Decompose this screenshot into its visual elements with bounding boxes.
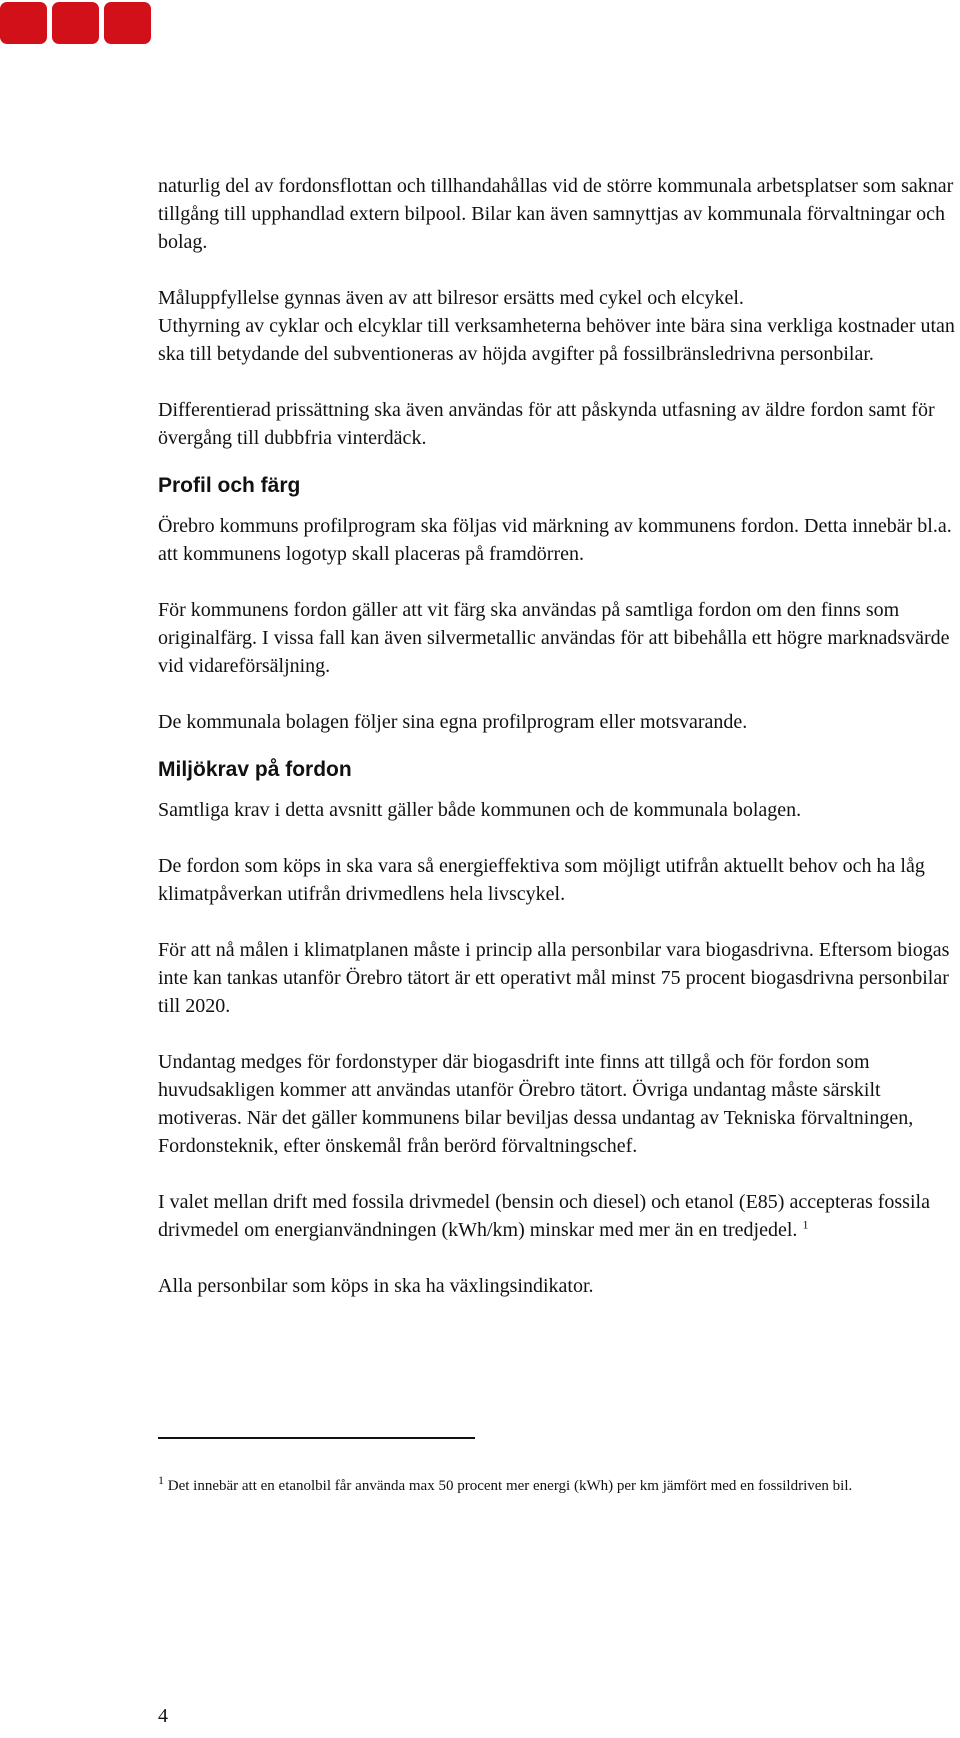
paragraph: För kommunens fordon gäller att vit färg ska användas på samtliga fordon om den finns som originalfärg. I vissa fall kan även silvermetallic användas för att bibehålla ett högre marknadsvärde vid vidareförsäljning.: [158, 599, 950, 677]
footnote-text: Det innebär att en etanolbil får använda max 50 procent mer energi (kWh) per km jämfört med en fossildriven bil.: [167, 1478, 853, 1494]
logo-square-1: [0, 2, 47, 44]
paragraph: [158, 1188, 958, 1244]
footnote-marker: 1: [158, 1473, 164, 1487]
paragraph: naturlig del av fordonsflottan och tillhandahållas vid de större kommunala arbetsplatser som saknar tillgång till upphandlad extern bilpool. Bilar kan även samnyttjas av kommunala förvaltningar och bolag.: [158, 175, 954, 253]
paragraph: Alla personbilar som köps in ska ha växlingsindikator.: [158, 1275, 594, 1297]
footnote: [158, 1474, 958, 1499]
paragraph: Undantag medges för fordonstyper där biogasdrift inte finns att tillgå och för fordon som huvudsakligen kommer att användas utanför Örebro tätort. Övriga undantag måste särskilt motiveras. När det gäller kommunens bilar beviljas dessa undantag av Tekniska förvaltningen, Fordonsteknik, efter önskemål från berörd förvaltningschef.: [158, 1051, 914, 1157]
paragraph: Samtliga krav i detta avsnitt gäller både kommunen och de kommunala bolagen.: [158, 799, 802, 821]
paragraph: För att nå målen i klimatplanen måste i princip alla personbilar vara biogasdrivna. Eftersom biogas inte kan tankas utanför Örebro tätort är ett operativt mål minst 75 procent biogasdrivna personbilar till 2020.: [158, 939, 950, 1017]
paragraph-text: I valet mellan drift med fossila drivmedel (bensin och diesel) och etanol (E85) accepteras fossila drivmedel om energianvändningen (kWh/km) minskar med mer än en tredjedel.: [158, 1191, 930, 1241]
section-heading-profil: Profil och färg: [158, 474, 301, 497]
paragraph: Uthyrning av cyklar och elcyklar till verksamheterna behöver inte bära sina verkliga kostnader utan ska till betydande del subventioneras av höjda avgifter på fossilbränsledrivna personbilar.: [158, 315, 955, 365]
footnote-reference[interactable]: 1: [802, 1217, 809, 1232]
paragraph: De fordon som köps in ska vara så energieffektiva som möjligt utifrån aktuellt behov och ha låg klimatpåverkan utifrån drivmedlens hela livscykel.: [158, 855, 925, 905]
logo-square-2: [52, 2, 99, 44]
paragraph: Örebro kommuns profilprogram ska följas vid märkning av kommunens fordon. Detta innebär bl.a. att kommunens logotyp skall placeras på framdörren.: [158, 515, 952, 565]
footnote-divider: [158, 1437, 475, 1439]
section-heading-miljokrav: Miljökrav på fordon: [158, 758, 352, 781]
paragraph: Differentierad prissättning ska även användas för att påskynda utfasning av äldre fordon samt för övergång till dubbfria vinterdäck.: [158, 399, 935, 449]
logo-square-3: [104, 2, 151, 44]
paragraph: De kommunala bolagen följer sina egna profilprogram eller motsvarande.: [158, 711, 748, 733]
document-body: [158, 172, 958, 1328]
logo: [0, 2, 151, 44]
paragraph: Måluppfyllelse gynnas även av att bilresor ersätts med cykel och elcykel.: [158, 287, 744, 309]
page-number: 4: [158, 1705, 168, 1727]
